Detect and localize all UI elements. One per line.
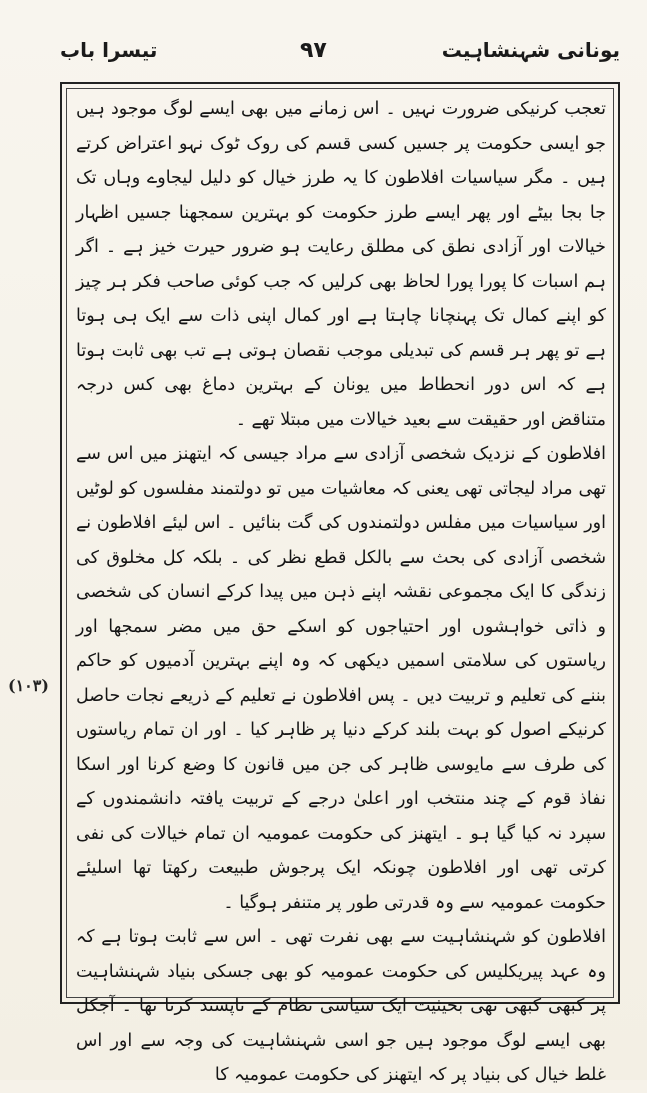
text-frame [60, 82, 620, 1085]
paragraph-1: تعجب کرنیکی ضرورت نہیں ۔ اس زمانے میں بھی ایسے لوگ موجود ہیں جو ایسی حکومت پر جسیں کسی قسم کی روک ٹوک نہو اعتراض کرتے ہیں ۔ مگر سیاسیات افلاطون کا یہ طرز خیال کو دلیل لیجاوے وہاں تک جا بجا بیٹے اور پھر ایسے طرز حکومت کو بہترین سمجھنا جسیں اظہار خیالات اور آزادی نطق کی مطلق رعایت ہو ضرور حیرت خیز ہے ۔ اگر ہم اسبات کا پورا پورا لحاظ بھی کرلیں کہ جب کوئی صاحب فکر ہر چیز کو اپنے کمال تک پہنچانا چاہتا ہے اور کمال اپنی ذات سے ایک ہی ہوتا ہے تو پھر ہر قسم کی تبدیلی موجب نقصان ہوتی ہے تب بھی ثابت ہوتا ہے کہ اس دور انحطاط میں یونان کے بہترین دماغ بھی کس درجہ متناقض اور حقیقت سے بعید خیالات میں مبتلا تھے ۔ [76, 99, 606, 430]
page-number: ۹۷ [300, 38, 327, 63]
book-title: یونانی شہنشاہیت [441, 38, 620, 62]
page-header [60, 38, 620, 78]
paragraph-2: افلاطون کے نزدیک شخصی آزادی سے مراد جیسی کہ ایتھنز میں اس سے تھی مراد لیجاتی تھی یعنی کہ معاشیات میں تو دولتمند مفلسوں کو لوٹیں اور سیاسیات میں مفلس دولتمندوں کی گت بنائیں ۔ اس لیئے افلاطون نے شخصی آزادی کی بحث سے بالکل قطع نظر کی ۔ بلکہ کل مخلوق کی زندگی کا ایک مجموعی نقشہ اپنے ذہن میں پیدا کرکے انسان کی شخصی و ذاتی خواہشوں اور احتیاجوں کو اسکے حق میں مضر سمجھا اور ریاستوں کی سلامتی اسمیں دیکھی کہ وہ اپنے بہترین آدمیوں کو حاکم بننے کی تعلیم و تربیت دیں ۔ پس افلاطون نے تعلیم کے ذریعے نجات حاصل کرنیکے اصول کو بہت بلند کرکے دنیا پر ظاہر کیا ۔ اور ان تمام ریاستوں کی طرف سے مایوسی ظاہر کی جن میں قانون کا وضع کرنا اور اسکا نفاذ قوم کے چند منتخب اور اعلیٰ درجے کے تربیت یافتہ دانشمندوں کے سپرد نہ کیا گیا ہو ۔ ایتھنز کی حکومت عمومیہ ان تمام خیالات کی نفی کرتی تھی اور افلاطون چونکہ ایک پرجوش طبیعت رکھتا تھا اسلیئے حکومت عمومیہ سے وہ قدرتی طور پر متنفر ہوگیا ۔ [76, 444, 606, 913]
body-text [76, 92, 606, 1093]
chapter-title: تیسرا باب [60, 38, 158, 62]
margin-note: (۱۰۳) [8, 676, 49, 695]
paragraph-3: افلاطون کو شہنشاہیت سے بھی نفرت تھی ۔ اس سے ثابت ہوتا ہے کہ وہ عہد پیریکلیس کی حکومت عمومیہ کو بھی جسکی بنیاد شہنشاہیت پر کبھی کبھی تھی بحیثیت ایک سیاسی نظام کے ناپسند کرتا تھا ۔ آجکل بھی ایسے لوگ موجود ہیں جو اسی شہنشاہیت کی وجہ سے اور اس غلط خیال کی بنیاد پر کہ ایتھنز کی حکومت عمومیہ کا [76, 927, 606, 1085]
